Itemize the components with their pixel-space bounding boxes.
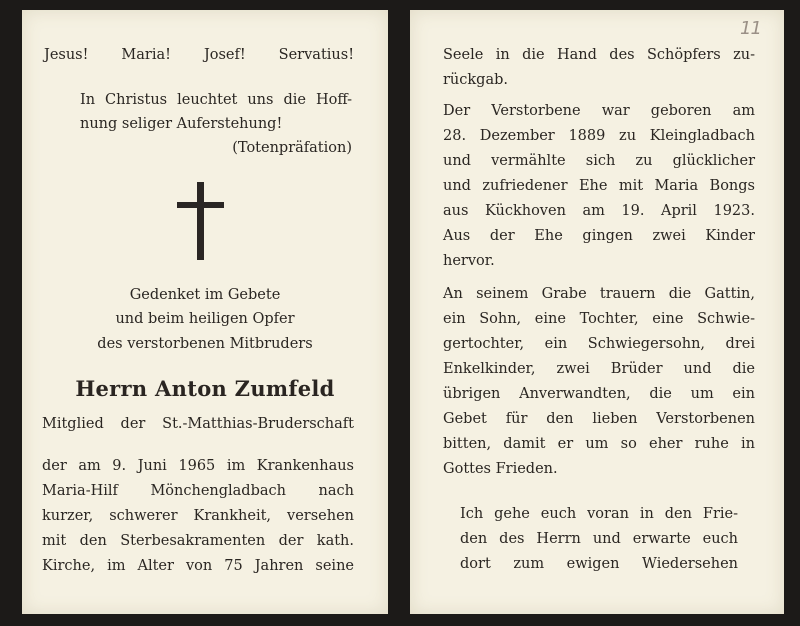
bio-line-5: Kirche, im Alter von 75 Jahren seine — [42, 558, 354, 574]
p3-line-7: bitten, damit er um so eher ruhe in — [443, 436, 755, 452]
p3-line-3: gertochter, ein Schwiegersohn, drei — [443, 336, 755, 352]
p2-line-3: und vermählte sich zu glücklicher — [443, 153, 755, 169]
p2-line-5: aus Kückhoven am 19. April 1923. — [443, 203, 755, 219]
quote-source: (Totenpräfation) — [232, 140, 352, 156]
p3-line-2: ein Sohn, eine Tochter, eine Schwie- — [443, 311, 755, 327]
membership-line: Mitglied der St.-Matthias-Bruderschaft — [42, 416, 354, 432]
p1-line-1: Seele in die Hand des Schöpfers zu- — [443, 47, 755, 63]
left-card-page — [22, 10, 388, 614]
invocation-servatius: Servatius! — [278, 47, 355, 63]
deceased-name: Herrn Anton Zumfeld — [75, 376, 335, 401]
quote-line-1: In Christus leuchtet uns die Hoff- — [80, 92, 352, 108]
bio-line-4: mit den Sterbesakramenten der kath. — [42, 533, 354, 549]
p3-line-1: An seinem Grabe trauern die Gattin, — [443, 286, 755, 302]
right-card-page — [410, 10, 784, 614]
bio-line-2: Maria-Hilf Mönchengladbach nach — [42, 483, 354, 499]
closing-line-3: dort zum ewigen Wiedersehen — [460, 556, 738, 572]
prayer-line-2: und beim heiligen Opfer — [115, 311, 295, 327]
invocation-maria: Maria! — [121, 47, 171, 63]
closing-line-1: Ich gehe euch voran in den Frie- — [460, 506, 738, 522]
p2-line-7: hervor. — [443, 253, 495, 269]
p3-line-8: Gottes Frieden. — [443, 461, 558, 477]
p1-line-2: rückgab. — [443, 72, 508, 88]
closing-line-2: den des Herrn und erwarte euch — [460, 531, 738, 547]
quote-line-2: nung seliger Auferstehung! — [80, 116, 283, 132]
p2-line-6: Aus der Ehe gingen zwei Kinder — [443, 228, 755, 244]
p2-line-4: und zufriedener Ehe mit Maria Bongs — [443, 178, 755, 194]
p3-line-5: übrigen Anverwandten, die um ein — [443, 386, 755, 402]
invocation-josef: Josef! — [203, 47, 246, 63]
prayer-line-3: des verstorbenen Mitbruders — [97, 336, 313, 352]
p2-line-2: 28. Dezember 1889 zu Kleingladbach — [443, 128, 755, 144]
p2-line-1: Der Verstorbene war geboren am — [443, 103, 755, 119]
bio-line-1: der am 9. Juni 1965 im Krankenhaus — [42, 458, 354, 474]
prayer-line-1: Gedenket im Gebete — [129, 287, 281, 303]
invocation-line — [44, 46, 354, 64]
p3-line-4: Enkelkinder, zwei Brüder und die — [443, 361, 755, 377]
p3-line-6: Gebet für den lieben Verstorbenen — [443, 411, 755, 427]
invocation-jesus: Jesus! — [44, 47, 89, 63]
bio-line-3: kurzer, schwerer Krankheit, versehen — [42, 508, 354, 524]
archive-number: 11 — [740, 18, 761, 39]
